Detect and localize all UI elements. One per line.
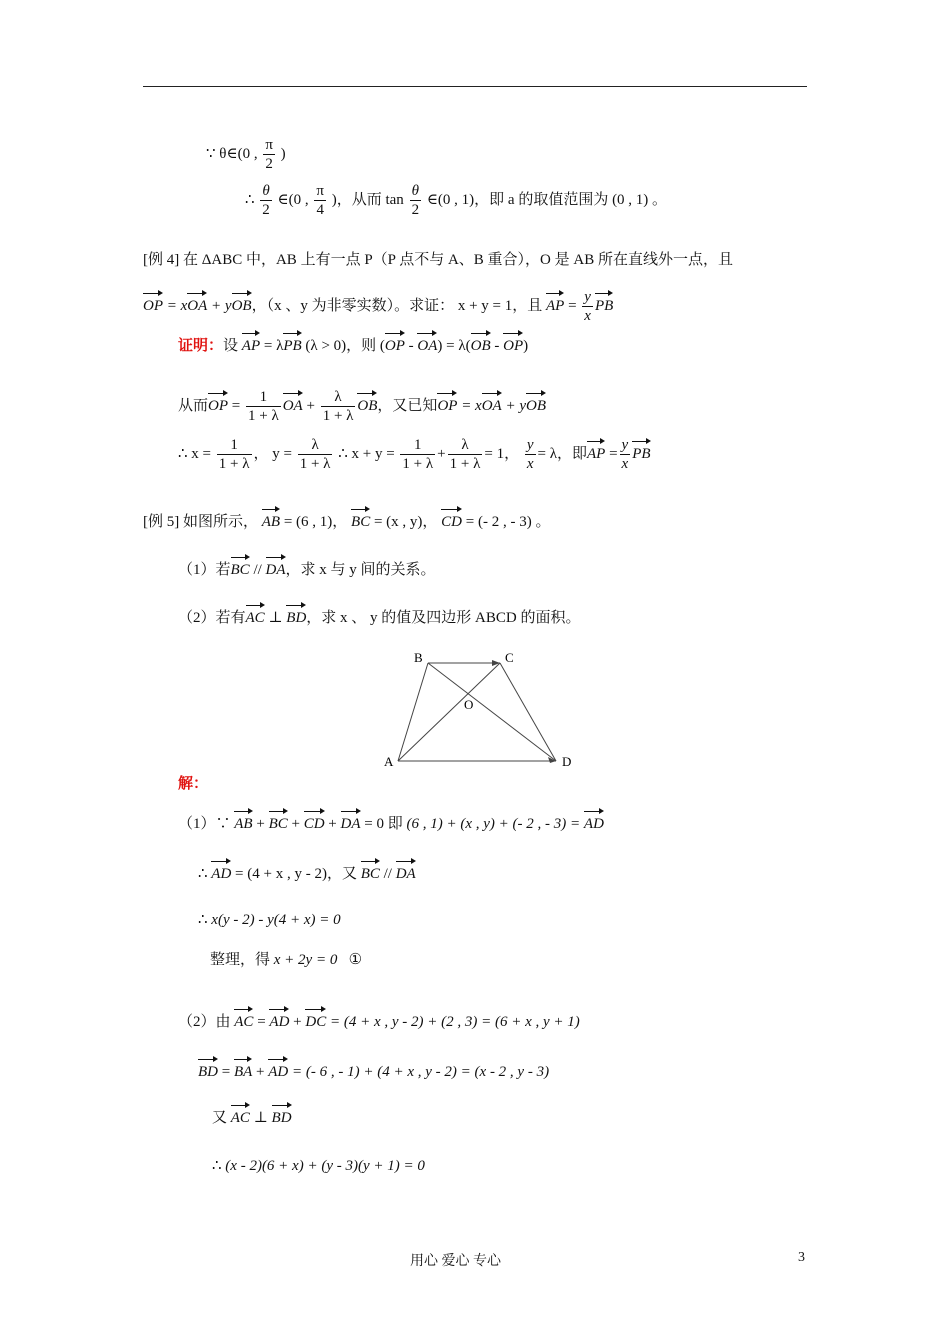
solution-part2-step-2: BD = BA + AD = (- 6 , - 1) + (4 + x , y - 2) = (x - 2 , y - 3): [198, 1064, 550, 1080]
solution-label: 解：: [178, 776, 209, 792]
fraction: $\frac{\lambda}{1 + \lambda}$: [299, 437, 331, 472]
page-number: 3: [798, 1250, 805, 1265]
fraction: $\frac{\lambda}{1 + \lambda}$: [449, 437, 481, 472]
arrowhead-c: [492, 660, 500, 666]
quadrilateral-figure: [380, 645, 580, 775]
fraction: $\frac{y}{x}$: [621, 437, 629, 472]
fraction: $\frac{1}{1 + \lambda}$: [218, 437, 250, 472]
half-theta-line: ∴ $\frac{\theta}{2}$ ∈(0 , $\frac{\pi}{4}$ )，从而 tan $\frac{\theta}{2}$ ∈(0 , 1)，即 a 的取值范围为 (0 , 1) 。: [245, 183, 668, 218]
solution-part2-step-1: （2）由 AC = AD + DC = (4 + x , y - 2) + (2 , 3) = (6 + x , y + 1): [178, 1014, 580, 1030]
footer-motto: 用心 爱心 专心: [410, 1254, 501, 1269]
question-1: （1）若BC // DA，求 x 与 y 间的关系。: [178, 562, 436, 578]
label-b: B: [414, 650, 423, 665]
solution-step-3: ∴ x(y - 2) - y(4 + x) = 0: [198, 912, 341, 928]
example4-statement: [例 4] 在 ΔABC 中，AB 上有一点 P（P 点不与 A、B 重合），O 是 AB 所在直线外一点，且: [143, 252, 733, 268]
solution-step-4: 整理，得 x + 2y = 0 ①: [210, 952, 363, 968]
proof-step-2: 从而OP = $\frac{1}{1 + \lambda}$ OA + $\frac{\lambda}{1 + \lambda}$ OB，又已知OP = xOA + yOB: [178, 389, 546, 424]
example5-statement: [例 5] 如图所示， AB = (6 , 1)， BC = (x , y)， CD = (- 2 , - 3) 。: [143, 514, 551, 530]
label-c: C: [505, 650, 514, 665]
header-rule: [143, 86, 807, 87]
label-o: O: [464, 697, 474, 712]
fraction: $\frac{\pi}{4}$: [316, 183, 324, 218]
solution-step-1: （1）∵ AB + BC + CD + DA = 0 即 (6 , 1) + (x , y) + (- 2 , - 3) = AD: [178, 816, 604, 832]
solution-part2-step-4: ∴ (x - 2)(6 + x) + (y - 3)(y + 1) = 0: [212, 1158, 425, 1174]
fraction: $\frac{\lambda}{1 + \lambda}$: [322, 389, 354, 424]
fraction: $\frac{\pi}{2}$: [265, 137, 273, 172]
solution-step-2: ∴ AD = (4 + x , y - 2)，又 BC // DA: [198, 866, 416, 882]
fraction: $\frac{\theta}{2}$: [411, 183, 420, 218]
fraction: $\frac{y}{x}$: [526, 437, 534, 472]
edge-cd: [500, 663, 556, 761]
label-d: D: [562, 754, 572, 769]
theta-range-line: ∵ θ∈(0 , $\frac{\pi}{2}$ ): [206, 137, 286, 172]
question-2: （2）若有AC ⊥ BD，求 x 、 y 的值及四边形 ABCD 的面积。: [178, 610, 581, 626]
fraction: $\frac{y}{x}$: [584, 289, 591, 324]
fraction: $\frac{\theta}{2}$: [262, 183, 270, 218]
proof-step-1: 证明：设 AP = λPB (λ > 0)，则 (OP - OA) = λ(OB - OP): [178, 338, 529, 354]
diagonal-bd: [428, 663, 556, 761]
example4-condition: OP = xOA + yOB，（x 、y 为非零实数）。求证： x + y = 1，且 AP = $\frac{y}{x}$ PB: [143, 289, 614, 324]
solution-part2-step-3: 又 AC ⊥ BD: [212, 1110, 292, 1126]
fraction: $\frac{1}{1 + \lambda}$: [247, 389, 279, 424]
fraction: $\frac{1}{1 + \lambda}$: [402, 437, 434, 472]
label-a: A: [384, 754, 394, 769]
proof-step-3: ∴ x = $\frac{1}{1 + \lambda}$ ， y = $\frac{\lambda}{1 + \lambda}$ ∴ x + y = $\frac{1}{1 + \lambda}$ + $\frac{\lambda}{1 + \lambda}$ = 1， $\frac{y}{x}$ = λ，即AP = $\frac{y}{x}$ PB: [178, 437, 651, 472]
proof-label: 证明：: [178, 338, 224, 354]
